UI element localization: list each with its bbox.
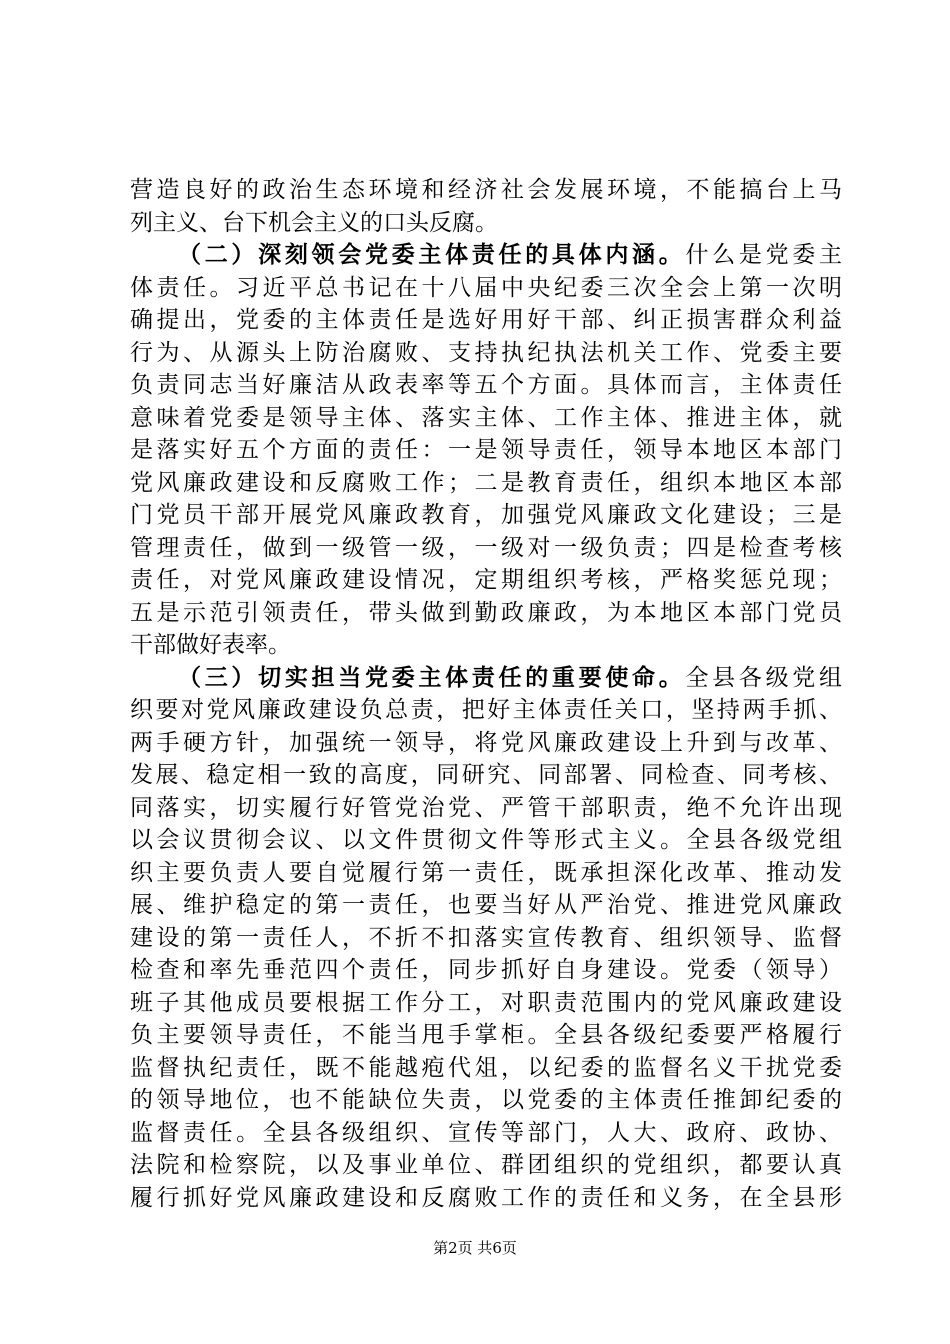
line-text: 五是示范引领责任，带头做到勤政廉政，为本地区本部门党员 — [130, 599, 842, 626]
text-line — [130, 1052, 842, 1085]
line-text: 负责同志当好廉洁从政表率等五个方面。具体而言，主体责任 — [130, 372, 842, 398]
line-text: 履行抓好党风廉政建设和反腐败工作的责任和义务，在全县形 — [130, 1184, 842, 1211]
text-line — [130, 662, 842, 695]
line-text: 负主要领导责任，不能当甩手掌柜。全县各级纪委要严格履行 — [130, 1022, 842, 1048]
line-text: 展、维护稳定的第一责任，也要当好从严治党、推进党风廉政 — [130, 892, 842, 918]
text-line — [130, 889, 842, 922]
line-text: 什么是党委主 — [685, 242, 843, 268]
line-text: 管理责任，做到一级管一级，一级对一级负责；四是检查考核 — [130, 534, 842, 561]
text-line — [130, 1019, 842, 1052]
line-text: 监督执纪责任，既不能越疱代俎，以纪委的监督名义干扰党委 — [130, 1054, 842, 1081]
text-line — [130, 597, 842, 630]
text-line — [130, 174, 842, 207]
line-text: 行为、从源头上防治腐败、支持执纪执法机关工作、党委主要 — [130, 339, 842, 366]
line-text: 班子其他成员要根据工作分工，对职责范围内的党风廉政建设 — [130, 989, 842, 1016]
text-line — [130, 987, 842, 1020]
line-text: 以会议贯彻会议、以文件贯彻文件等形式主义。全县各级党组 — [130, 827, 842, 853]
line-text: 同落实，切实履行好管党治党、严管干部职责，绝不允许出现 — [130, 794, 842, 821]
text-line — [130, 1084, 842, 1117]
body-text — [130, 174, 842, 1214]
line-text: 监督责任。全县各级组织、宣传等部门，人大、政府、政协、 — [130, 1119, 842, 1146]
text-line — [130, 922, 842, 955]
text-line — [130, 694, 842, 727]
line-text: 党风廉政建设和反腐败工作；二是教育责任，组织本地区本部 — [130, 469, 842, 496]
text-line — [130, 369, 842, 402]
line-text: 法院和检察院，以及事业单位、群团组织的党组织，都要认真 — [130, 1152, 842, 1178]
section-heading: （二）深刻领会党委主体责任的具体内涵。 — [178, 241, 686, 268]
line-text: 发展、稳定相一致的高度，同研究、同部署、同检查、同考核、 — [130, 762, 842, 788]
text-line — [130, 857, 842, 890]
text-line — [130, 499, 842, 532]
text-line — [130, 337, 842, 370]
text-line — [130, 467, 842, 500]
line-text: 干部做好表率。 — [130, 632, 291, 658]
line-text: 的领导地位，也不能缺位失责，以党委的主体责任推卸纪委的 — [130, 1087, 842, 1113]
line-text: 营造良好的政治生态环境和经济社会发展环境，不能搞台上马 — [130, 177, 842, 203]
text-line — [130, 727, 842, 760]
text-line — [130, 272, 842, 305]
line-text: 是落实好五个方面的责任：一是领导责任，领导本地区本部门 — [130, 437, 842, 463]
text-line — [130, 532, 842, 565]
text-line — [130, 239, 842, 272]
text-line — [130, 792, 842, 825]
text-line — [130, 1182, 842, 1215]
line-text: 门党员干部开展党风廉政教育，加强党风廉政文化建设；三是 — [130, 502, 842, 528]
section-heading: （三）切实担当党委主体责任的重要使命。 — [178, 663, 686, 691]
text-line — [130, 759, 842, 792]
line-text: 两手硬方针，加强统一领导，将党风廉政建设上升到与改革、 — [130, 729, 842, 756]
line-text: 建设的第一责任人，不折不扣落实宣传教育、组织领导、监督 — [130, 924, 842, 951]
line-text: 织要对党风廉政建设负总责，把好主体责任关口，坚持两手抓、 — [130, 697, 842, 723]
line-text: 体责任。习近平总书记在十八届中央纪委三次全会上第一次明 — [130, 274, 842, 301]
text-line — [130, 1149, 842, 1182]
line-text: 检查和率先垂范四个责任，同步抓好自身建设。党委（领导） — [130, 957, 842, 983]
line-text: 织主要负责人要自觉履行第一责任，既承担深化改革、推动发 — [130, 859, 842, 886]
text-line — [130, 629, 842, 662]
line-text: 列主义、台下机会主义的口头反腐。 — [130, 209, 498, 236]
text-line — [130, 954, 842, 987]
text-line — [130, 564, 842, 597]
text-line — [130, 434, 842, 467]
line-text: 全县各级党组 — [685, 664, 843, 691]
line-text: 意味着党委是领导主体、落实主体、工作主体、推进主体，就 — [130, 404, 842, 431]
text-line — [130, 304, 842, 337]
page-footer: 第2页 共6页 — [433, 1239, 517, 1257]
text-line — [130, 1117, 842, 1150]
line-text: 确提出，党委的主体责任是选好用好干部、纠正损害群众利益 — [130, 307, 842, 333]
text-line — [130, 402, 842, 435]
line-text: 责任，对党风廉政建设情况，定期组织考核，严格奖惩兑现； — [130, 567, 842, 593]
text-line — [130, 824, 842, 857]
text-line — [130, 207, 842, 240]
